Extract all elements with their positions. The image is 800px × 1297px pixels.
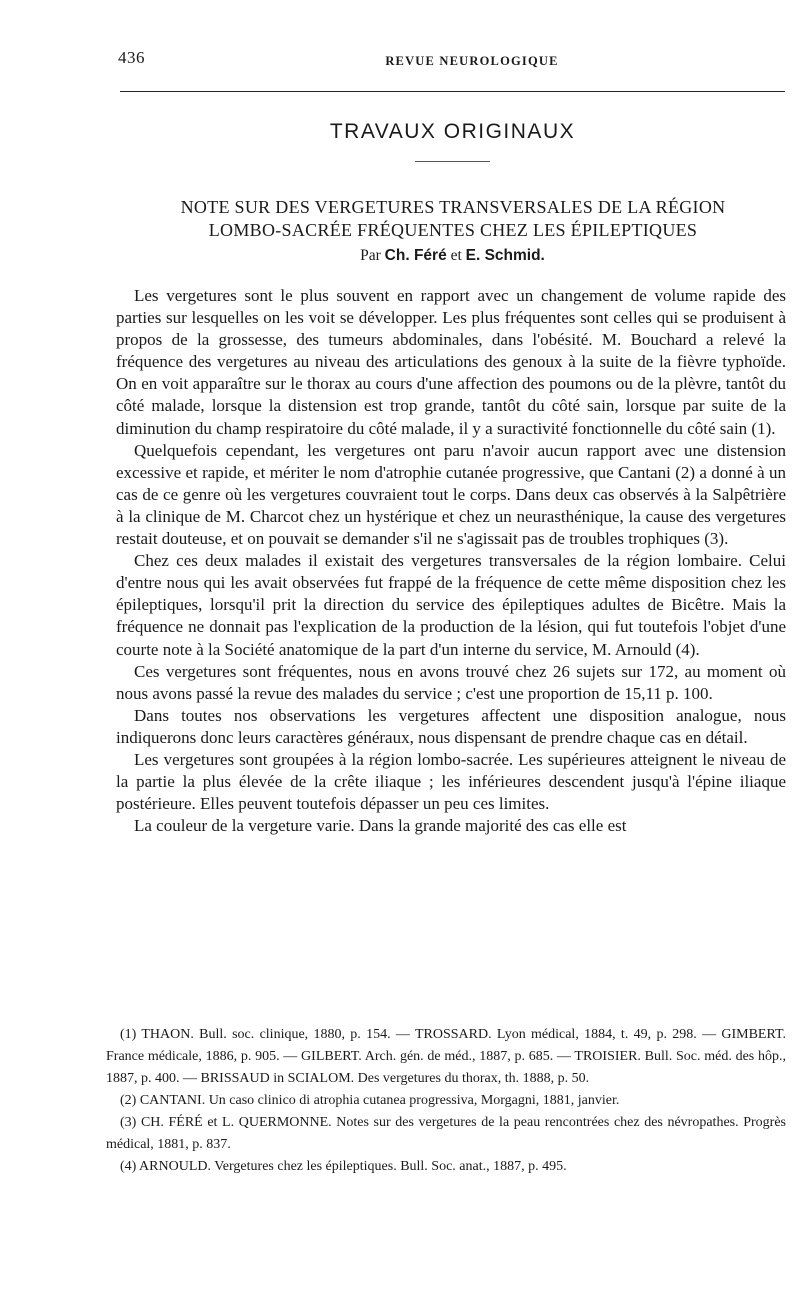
author-2: E. Schmid. xyxy=(465,247,545,264)
journal-title: REVUE NEUROLOGIQUE xyxy=(385,54,559,68)
title-rule xyxy=(415,161,490,162)
byline-prefix: Par xyxy=(360,247,381,264)
article-title xyxy=(112,196,794,242)
paragraph: Chez ces deux malades il existait des vergetures transversales de la région lombaire. Celui d'entre nous qui les avait observées fut frappé de la fréquence de cette même disposition chez les épileptiques, lorsqu'il prit la direction du service des épileptiques adultes de Bicêtre. Mais la fréquence ne donnait pas l'explication de la production de la lésion, qui fut toutefois l'objet d'une courte note à la Société anatomique de la part d'un interne du service, M. Arnould (4). xyxy=(116,551,786,659)
footnote: (2) CANTANI. Un caso clinico di atrophia cutanea progressiva, Morgagni, 1881, janvier. xyxy=(120,1093,620,1108)
paragraph: Dans toutes nos observations les vergetures affectent une disposition analogue, nous indiquerons donc leurs caractères généraux, nous dispensant de prendre chaque cas en détail. xyxy=(116,705,786,747)
author-1: Ch. Féré xyxy=(384,247,447,264)
footnotes xyxy=(106,1024,786,1178)
paragraph: Les vergetures sont groupées à la région lombo-sacrée. Les supérieures atteignent le niveau de la partie la plus élevée de la crête iliaque ; les inférieures descendent jusqu'à l'épine iliaque postérieure. Elles peuvent toutefois dépasser un peu ces limites. xyxy=(116,749,786,814)
article-title-line-2: LOMBO-SACRÉE FRÉQUENTES CHEZ LES ÉPILEPTIQUES xyxy=(208,220,698,240)
paragraph: Quelquefois cependant, les vergetures ont paru n'avoir aucun rapport avec une distension excessive et rapide, et mériter le nom d'atrophie cutanée progressive, que Cantani (2) a donné à un cas de ce genre où les vergetures couvraient tout le corps. Dans deux cas observés à la Salpêtrière à la clinique de M. Charcot chez un hystérique et chez un neurasthénique, la cause des vergetures restait douteuse, et on pouvait se demander s'il ne s'agissait pas de troubles trophiques (3). xyxy=(116,440,786,549)
article-body xyxy=(116,285,786,837)
footnote: (3) CH. FÉRÉ et L. QUERMONNE. Notes sur des vergetures de la peau rencontrées chez des névropathes. Progrès médical, 1881, p. 837. xyxy=(106,1115,786,1152)
section-title: TRAVAUX ORIGINAUX xyxy=(329,120,576,143)
running-header xyxy=(118,48,786,72)
header-rule xyxy=(120,91,785,92)
byline-and: et xyxy=(450,247,462,264)
paragraph: Ces vergetures sont fréquentes, nous en avons trouvé chez 26 sujets sur 172, au moment où nous avons passé la revue des malades du service ; c'est une proportion de 15,11 p. 100. xyxy=(116,661,786,703)
footnote: (1) THAON. Bull. soc. clinique, 1880, p. 154. — TROSSARD. Lyon médical, 1884, t. 49, p. 298. — GIMBERT. France médicale, 1886, p. 905. — GILBERT. Arch. gén. de méd., 1887, p. 685. — TROISIER. Bull. Soc. méd. des hôp., 1887, p. 400. — BRISSAUD in SCIALOM. Des vergetures du thorax, th. 1888, p. 50. xyxy=(106,1027,786,1086)
byline xyxy=(120,247,785,265)
paragraph: Les vergetures sont le plus souvent en rapport avec un changement de volume rapide des parties sur lesquelles on les voit se développer. Les plus fréquentes sont celles qui se produisent à propos de la grossesse, des tumeurs abdominales, dans l'obésité. M. Bouchard a relevé la fréquence des vergetures au niveau des articulations des genoux à la suite de la fièvre typhoïde. On en voit apparaître sur le thorax au cours d'une affection des poumons ou de la plèvre, tantôt du côté malade, lorsque la distension est trop grande, tantôt du côté sain, lorsque par suite de la diminution du champ respiratoire du côté malade, il y a suractivité fonctionnelle du côté sain (1). xyxy=(116,286,786,438)
footnote: (4) ARNOULD. Vergetures chez les épileptiques. Bull. Soc. anat., 1887, p. 495. xyxy=(120,1159,567,1174)
paragraph: La couleur de la vergeture varie. Dans la grande majorité des cas elle est xyxy=(134,816,627,836)
article-title-line-1: NOTE SUR DES VERGETURES TRANSVERSALES DE LA RÉGION xyxy=(180,197,726,217)
page-number: 436 xyxy=(118,48,145,67)
